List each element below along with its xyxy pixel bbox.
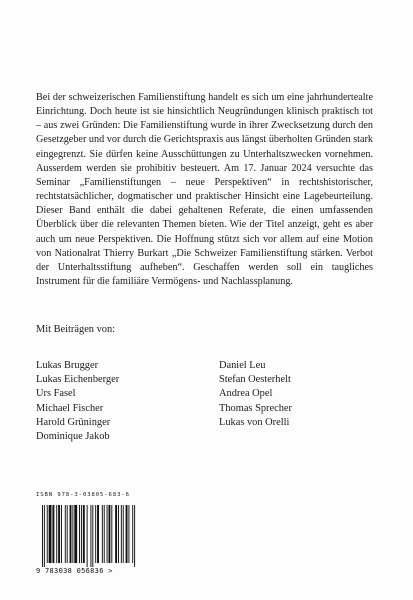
barcode-bar: [97, 505, 99, 563]
contributor-name: Thomas Sprecher: [219, 402, 292, 414]
isbn-barcode: [36, 505, 136, 575]
contributor-name: Lukas Brugger: [36, 360, 99, 371]
barcode-bar: [74, 505, 77, 563]
contributor-name: Daniel Leu: [219, 360, 266, 371]
barcode-bar: [58, 505, 60, 563]
barcode-bar: [128, 505, 129, 563]
barcode-bar: [44, 505, 45, 567]
contributor-name: Dominique Jakob: [36, 431, 110, 443]
barcode-digits: 9 783038 056836 >: [36, 567, 113, 575]
contributors-list-right: [219, 359, 292, 430]
barcode-bar: [92, 505, 93, 567]
barcode-bar: [107, 505, 108, 563]
barcode-bar: [123, 505, 124, 563]
contributors-list-left: [36, 359, 119, 444]
barcode-bar: [83, 505, 85, 563]
contributor-name: Stefan Oesterhelt: [219, 374, 291, 386]
barcode-bar: [134, 505, 135, 567]
contributor-name: Urs Fasel: [36, 388, 76, 400]
barcode-bar: [81, 505, 82, 563]
contributor-name: Lukas Eichenberger: [36, 374, 120, 386]
contributor-name: Michael Fischer: [36, 402, 104, 414]
isbn-label: ISBN 978-3-03805-683-6: [36, 492, 130, 498]
barcode-bar: [121, 505, 122, 563]
barcode-bar: [72, 505, 73, 563]
barcode-bar: [49, 505, 52, 563]
barcode-bar: [67, 505, 68, 563]
contributors-heading: Mit Beiträgen von:: [36, 324, 116, 335]
barcode-bar: [111, 505, 112, 563]
contributor-name: Lukas von Orelli: [219, 416, 290, 428]
blurb-text: Bei der schweizerischen Familienstiftung handelt es sich um eine jahrhundertealte Einrichtung. Doch heute ist sie hinsichtlich Neugründungen klinisch praktisch tot – aus zwei Gründen: Die Familienstiftung wurde in ihrer Zwecksetzung durch den Gesetzgeber und vor durch die Gerichtspraxis aus längst überholten Gründen stark eingegrenzt. Sie dürfen keine Ausschüttungen zu Unterhaltszwecken vornehmen. Ausserdem werden sie prohibitiv besteuert. Am 17. Januar 2024 versuchte das Seminar „Familienstiftungen – neue Perspektiven“ in rechtshistorischer, rechtstatsächlicher, dogmatischer und praktischer Hinsicht eine Lagebeurteilung. Dieser Band enthält die dabei gehaltenen Referate, die einen umfassenden Überblick über die relevanten Themen bieten. Wie der Titel anzeigt, geht es aber auch um neue Perspektiven. Die Hoffnung stützt sich vor allem auf eine Motion von Nationalrat Thierry Burkart „Die Schweizer Familienstiftung stärken. Verbot der Unterhaltsstiftung aufheben“. Geschaffen werden soll ein taugliches Instrument für die familiäre Vermögens- und Nachlassplanung.: [36, 92, 373, 288]
barcode-bar: [79, 505, 80, 563]
barcode-bar: [42, 505, 43, 567]
contributor-name: Harold Grüninger: [36, 416, 111, 428]
barcode-bar: [70, 505, 72, 563]
barcode-bar: [47, 505, 48, 563]
barcode-bar: [90, 505, 91, 567]
barcode-bar: [52, 505, 54, 563]
barcode-bar: [87, 505, 88, 567]
barcode-bar: [65, 505, 66, 563]
barcode-bar: [102, 505, 103, 563]
barcode-bar: [104, 505, 105, 563]
barcode-bar: [132, 505, 133, 563]
barcode-bar: [109, 505, 111, 563]
barcode-bar: [126, 505, 128, 563]
barcode-bar: [118, 505, 119, 563]
barcode-bar: [115, 505, 117, 563]
barcode-bar: [95, 505, 96, 563]
barcode-bar: [56, 505, 57, 563]
barcode-bar: [61, 505, 62, 563]
contributor-name: Andrea Opel: [219, 388, 273, 400]
